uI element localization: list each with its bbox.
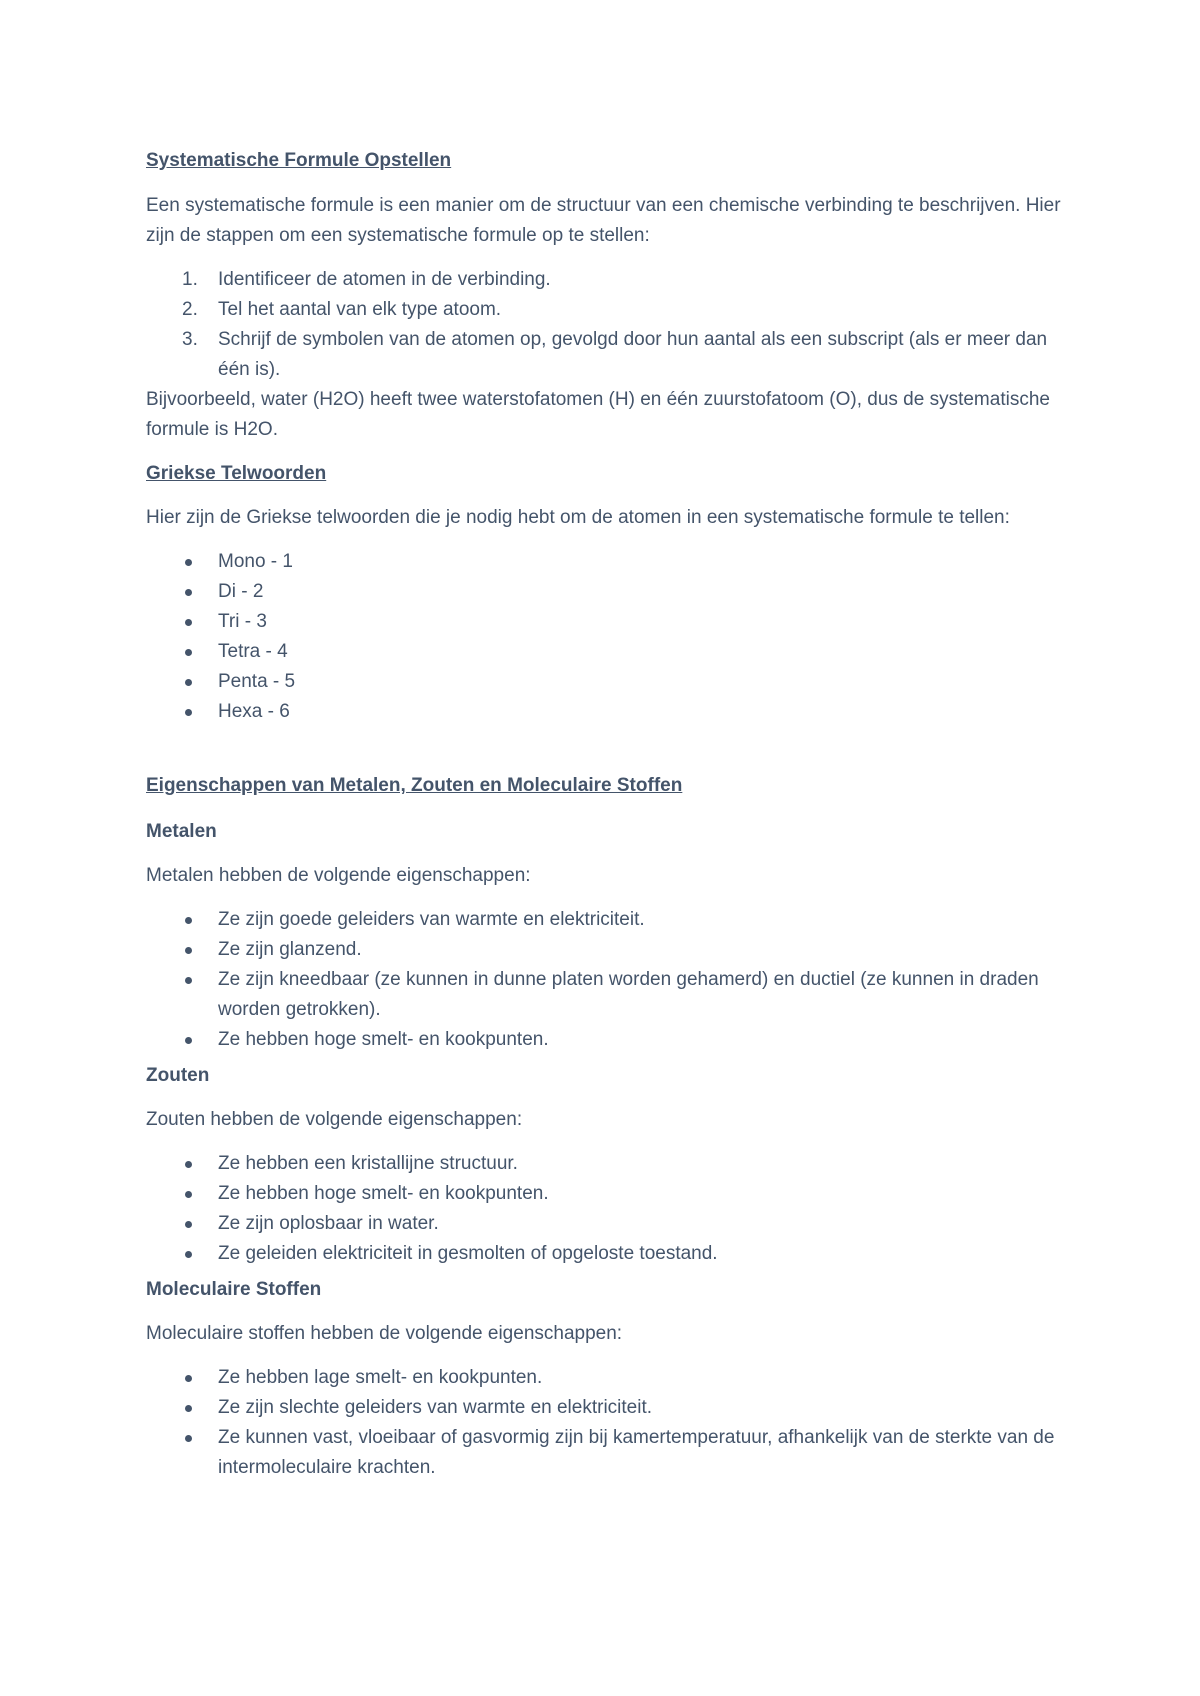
salts-item: Ze geleiden elektriciteit in gesmolten of opgeloste toestand. bbox=[218, 1243, 718, 1264]
molecular-list bbox=[146, 1363, 1076, 1483]
metals-item: Ze zijn kneedbaar (ze kunnen in dunne platen worden gehamerd) en ductiel (ze kunnen in draden worden getrokken). bbox=[218, 969, 1039, 1020]
bullet-icon bbox=[185, 649, 192, 656]
bullet-icon bbox=[185, 1221, 192, 1228]
metals-list bbox=[146, 905, 1076, 1055]
list-item bbox=[146, 965, 1076, 1025]
step-text: Tel het aantal van elk type atoom. bbox=[218, 299, 502, 320]
list-item bbox=[146, 905, 1076, 935]
bullet-icon bbox=[185, 947, 192, 954]
list-item bbox=[146, 325, 1076, 385]
metals-item: Ze zijn glanzend. bbox=[218, 939, 362, 960]
bullet-icon bbox=[185, 559, 192, 566]
list-item bbox=[146, 1179, 1076, 1209]
molecular-item: Ze hebben lage smelt- en kookpunten. bbox=[218, 1367, 543, 1388]
subheading-salts: Zouten bbox=[146, 1065, 210, 1086]
list-item bbox=[146, 265, 1076, 295]
list-item bbox=[146, 697, 1076, 727]
list-item bbox=[146, 1239, 1076, 1269]
list-item bbox=[146, 1025, 1076, 1055]
list-item bbox=[146, 667, 1076, 697]
bullet-icon bbox=[185, 1191, 192, 1198]
list-item bbox=[146, 1393, 1076, 1423]
greek-item: Penta - 5 bbox=[218, 671, 296, 692]
subheading-metals: Metalen bbox=[146, 821, 217, 842]
bullet-icon bbox=[185, 1251, 192, 1258]
greek-item: Di - 2 bbox=[218, 581, 264, 602]
list-item bbox=[146, 577, 1076, 607]
bullet-icon bbox=[185, 619, 192, 626]
metals-item: Ze zijn goede geleiders van warmte en elektriciteit. bbox=[218, 909, 645, 930]
systematic-example: Bijvoorbeeld, water (H2O) heeft twee waterstofatomen (H) en één zuurstofatoom (O), dus de systematische formule is H2O. bbox=[146, 389, 1050, 440]
list-item bbox=[146, 1149, 1076, 1179]
greek-intro: Hier zijn de Griekse telwoorden die je nodig hebt om de atomen in een systematische formule te tellen: bbox=[146, 507, 1010, 528]
greek-item: Tetra - 4 bbox=[218, 641, 288, 662]
bullet-icon bbox=[185, 977, 192, 984]
list-item bbox=[146, 1363, 1076, 1393]
heading-properties: Eigenschappen van Metalen, Zouten en Moleculaire Stoffen bbox=[146, 775, 683, 796]
heading-greek-numerals: Griekse Telwoorden bbox=[146, 463, 327, 484]
greek-item: Tri - 3 bbox=[218, 611, 267, 632]
salts-item: Ze zijn oplosbaar in water. bbox=[218, 1213, 439, 1234]
greek-item: Hexa - 6 bbox=[218, 701, 290, 722]
metals-item: Ze hebben hoge smelt- en kookpunten. bbox=[218, 1029, 549, 1050]
greek-list bbox=[146, 547, 1076, 727]
bullet-icon bbox=[185, 1435, 192, 1442]
list-item bbox=[146, 547, 1076, 577]
salts-list bbox=[146, 1149, 1076, 1269]
bullet-icon bbox=[185, 1037, 192, 1044]
subheading-molecular: Moleculaire Stoffen bbox=[146, 1279, 322, 1300]
step-text: Identificeer de atomen in de verbinding. bbox=[218, 269, 551, 290]
document-page bbox=[146, 146, 1076, 1483]
bullet-icon bbox=[185, 709, 192, 716]
greek-item: Mono - 1 bbox=[218, 551, 293, 572]
molecular-item: Ze kunnen vast, vloeibaar of gasvormig zijn bij kamertemperatuur, afhankelijk van de sterkte van de intermoleculaire krachten. bbox=[218, 1427, 1055, 1478]
list-item bbox=[146, 935, 1076, 965]
heading-systematic-formula: Systematische Formule Opstellen bbox=[146, 150, 452, 171]
step-number: 3. bbox=[182, 329, 198, 350]
salts-item: Ze hebben hoge smelt- en kookpunten. bbox=[218, 1183, 549, 1204]
steps-list bbox=[146, 265, 1076, 385]
salts-intro: Zouten hebben de volgende eigenschappen: bbox=[146, 1109, 523, 1130]
list-item bbox=[146, 1209, 1076, 1239]
bullet-icon bbox=[185, 917, 192, 924]
bullet-icon bbox=[185, 1375, 192, 1382]
systematic-intro: Een systematische formule is een manier om de structuur van een chemische verbinding te beschrijven. Hier zijn de stappen om een systematische formule op te stellen: bbox=[146, 195, 1061, 246]
list-item bbox=[146, 607, 1076, 637]
molecular-item: Ze zijn slechte geleiders van warmte en elektriciteit. bbox=[218, 1397, 653, 1418]
step-number: 1. bbox=[182, 269, 198, 290]
bullet-icon bbox=[185, 589, 192, 596]
step-text: Schrijf de symbolen van de atomen op, gevolgd door hun aantal als een subscript (als er meer dan één is). bbox=[218, 329, 1048, 380]
salts-item: Ze hebben een kristallijne structuur. bbox=[218, 1153, 518, 1174]
bullet-icon bbox=[185, 1161, 192, 1168]
metals-intro: Metalen hebben de volgende eigenschappen: bbox=[146, 865, 531, 886]
list-item bbox=[146, 1423, 1076, 1483]
step-number: 2. bbox=[182, 299, 198, 320]
molecular-intro: Moleculaire stoffen hebben de volgende eigenschappen: bbox=[146, 1323, 623, 1344]
bullet-icon bbox=[185, 679, 192, 686]
list-item bbox=[146, 295, 1076, 325]
bullet-icon bbox=[185, 1405, 192, 1412]
list-item bbox=[146, 637, 1076, 667]
